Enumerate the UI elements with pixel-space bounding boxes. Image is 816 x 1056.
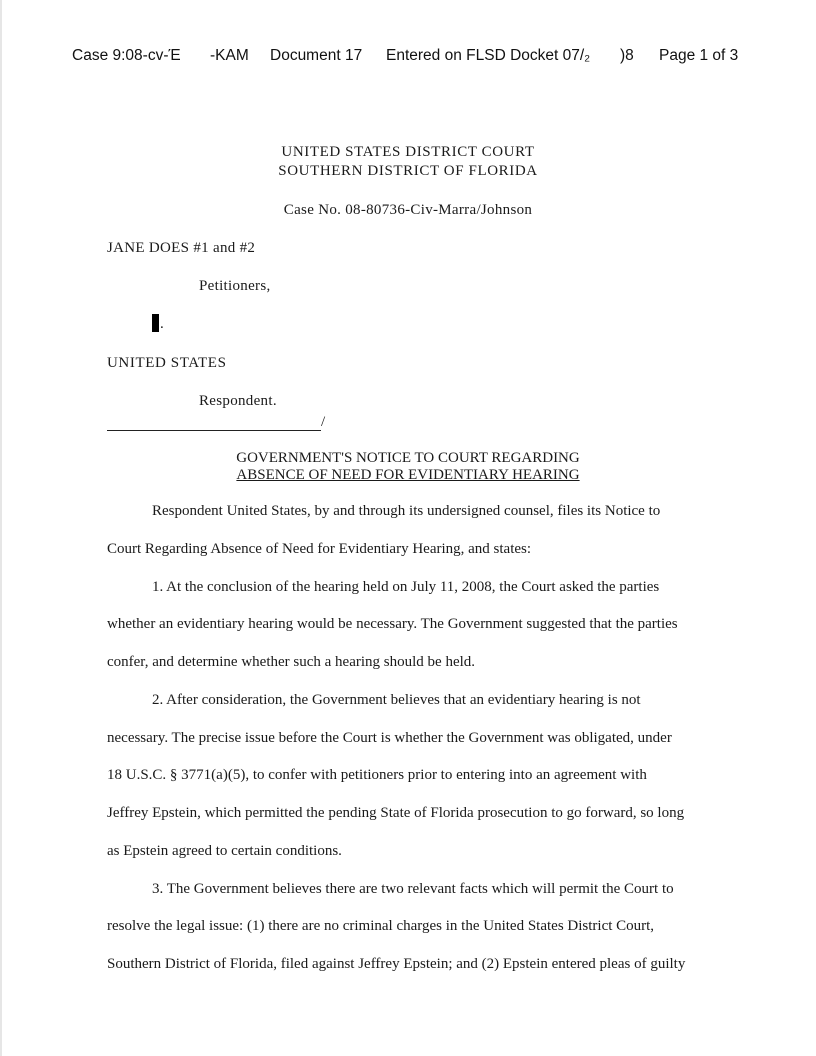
body-line: Jeffrey Epstein, which permitted the pending State of Florida prosecution to go forward, so long xyxy=(107,805,685,821)
body-line: whether an evidentiary hearing would be necessary. The Government suggested that the parties xyxy=(107,616,678,632)
caption-rule xyxy=(107,430,321,431)
court-name: UNITED STATES DISTRICT COURT xyxy=(281,144,535,160)
body-line: Respondent United States, by and through its undersigned counsel, files its Notice to xyxy=(152,503,661,519)
body-line: necessary. The precise issue before the Court is whether the Government was obligated, under xyxy=(107,730,672,746)
redaction-mark xyxy=(152,314,159,332)
petitioner-role: Petitioners, xyxy=(199,278,271,294)
body-line: 18 U.S.C. § 3771(a)(5), to confer with petitioners prior to entering into an agreement with xyxy=(107,767,647,783)
body-line: Court Regarding Absence of Need for Evidentiary Hearing, and states: xyxy=(107,541,532,557)
header-case-number: Case 9:08-cv-Έ xyxy=(72,47,181,64)
header-judge: -KAM xyxy=(210,47,249,64)
caption-slash: / xyxy=(321,414,326,430)
body-line: 2. After consideration, the Government believes that an evidentiary hearing is not xyxy=(152,692,641,708)
header-entered: Entered on FLSD Docket 07/₂ xyxy=(386,47,591,64)
document-title: GOVERNMENT'S NOTICE TO COURT REGARDING xyxy=(236,450,580,466)
document-subtitle: ABSENCE OF NEED FOR EVIDENTIARY HEARING xyxy=(236,467,580,483)
respondent-role: Respondent. xyxy=(199,393,277,409)
body-line: 1. At the conclusion of the hearing held on July 11, 2008, the Court asked the parties xyxy=(152,579,660,595)
body-line: as Epstein agreed to certain conditions. xyxy=(107,843,342,859)
header-document: Document 17 xyxy=(270,47,363,64)
header-page: Page 1 of 3 xyxy=(659,47,739,64)
court-district: SOUTHERN DISTRICT OF FLORIDA xyxy=(278,163,538,179)
respondent-name: UNITED STATES xyxy=(107,355,227,371)
body-line: resolve the legal issue: (1) there are no criminal charges in the United States District Court, xyxy=(107,918,655,934)
body-line: Southern District of Florida, filed against Jeffrey Epstein; and (2) Epstein entered pleas of guilty xyxy=(107,956,686,972)
header-year: )8 xyxy=(620,47,634,64)
case-number: Case No. 08-80736-Civ-Marra/Johnson xyxy=(283,202,533,218)
body-line: confer, and determine whether such a hearing should be held. xyxy=(107,654,476,670)
versus-mark: . xyxy=(160,316,164,332)
petitioner-name: JANE DOES #1 and #2 xyxy=(107,240,256,256)
body-line: 3. The Government believes there are two relevant facts which will permit the Court to xyxy=(152,881,674,897)
